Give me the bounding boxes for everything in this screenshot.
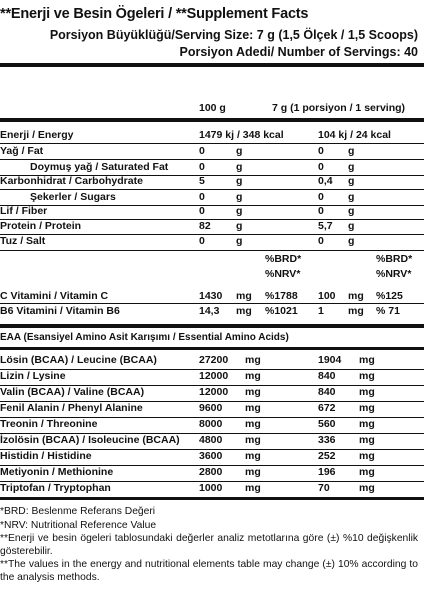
brd-header-2: %BRD* xyxy=(376,253,413,265)
nutrient-label: Tuz / Salt xyxy=(0,235,46,247)
table-row xyxy=(0,305,424,319)
unit-per-serving: g xyxy=(348,175,355,187)
amino-label: Triptofan / Tryptophan xyxy=(0,482,111,494)
unit-per-100g: mg xyxy=(245,402,261,414)
value-per-serving: 0 xyxy=(318,191,324,203)
value-per-100g: 27200 xyxy=(199,354,229,366)
value-per-100g: 0 xyxy=(199,161,205,173)
table-row xyxy=(0,191,424,205)
unit-per-serving: mg xyxy=(359,370,375,382)
value-per-serving: 70 xyxy=(318,482,330,494)
divider-top xyxy=(0,63,424,67)
nrv-per-serving: %125 xyxy=(376,290,403,302)
unit-per-serving: g xyxy=(348,161,355,173)
unit-per-serving: mg xyxy=(359,354,375,366)
reference-header-row-2 xyxy=(0,268,424,282)
value-per-100g: 8000 xyxy=(199,418,223,430)
amino-label: İzolösin (BCAA) / Isoleucine (BCAA) xyxy=(0,434,180,446)
unit-per-100g: g xyxy=(236,161,243,173)
unit-per-100g: g xyxy=(236,235,243,247)
value-per-100g: 12000 xyxy=(199,386,229,398)
unit-per-100g: g xyxy=(236,191,243,203)
row-divider xyxy=(0,143,424,144)
unit-per-serving: mg xyxy=(348,290,364,302)
value-per-100g: 14,3 xyxy=(199,305,220,317)
unit-per-serving: g xyxy=(348,235,355,247)
unit-per-100g: mg xyxy=(245,354,261,366)
nrv-header-1: %NRV* xyxy=(265,268,301,280)
unit-per-100g: g xyxy=(236,145,243,157)
eaa-title-row xyxy=(0,332,424,346)
value-per-100g: 12000 xyxy=(199,370,229,382)
table-row xyxy=(0,145,424,159)
row-divider xyxy=(0,159,424,160)
footnote: *BRD: Beslenme Referans Değeri xyxy=(0,506,156,517)
value-per-serving: 5,7 xyxy=(318,220,333,232)
value-per-serving: 0 xyxy=(318,235,324,247)
value-per-100g: 3600 xyxy=(199,450,223,462)
reference-header-row-1 xyxy=(0,253,424,267)
value-per-serving: 672 xyxy=(318,402,336,414)
table-row xyxy=(0,402,424,416)
unit-per-100g: mg xyxy=(245,370,261,382)
nrv-per-100g: %1788 xyxy=(265,290,298,302)
value-per-serving: 0 xyxy=(318,161,324,173)
value-per-serving: 336 xyxy=(318,434,336,446)
unit-per-100g: mg xyxy=(245,386,261,398)
amino-label: Treonin / Threonine xyxy=(0,418,98,430)
amino-label: Lösin (BCAA) / Leucine (BCAA) xyxy=(0,354,157,366)
unit-per-serving: mg xyxy=(359,466,375,478)
footnote: *NRV: Nutritional Reference Value xyxy=(0,520,157,531)
value-per-serving: 0 xyxy=(318,145,324,157)
nutrient-label: Karbonhidrat / Carbohydrate xyxy=(0,175,143,187)
divider-eaa xyxy=(0,324,424,328)
footnote: **Enerji ve besin ögeleri tablosundaki değerler analiz metotlarına göre (±) %10 değişkenlik gösterebilir. xyxy=(0,533,418,557)
unit-per-100g: mg xyxy=(236,305,252,317)
value-per-100g: 0 xyxy=(199,145,205,157)
servings-count: Porsiyon Adedi/ Number of Servings: 40 xyxy=(179,45,418,59)
row-divider xyxy=(0,303,424,304)
column-header-serving: 7 g (1 porsiyon / 1 serving) xyxy=(272,102,406,114)
amino-label: Valin (BCAA) / Valine (BCAA) xyxy=(0,386,145,398)
table-row xyxy=(0,466,424,480)
value-per-100g: 9600 xyxy=(199,402,223,414)
value-per-serving: 840 xyxy=(318,370,336,382)
divider-bottom xyxy=(0,497,424,500)
unit-per-100g: g xyxy=(236,175,243,187)
value-per-serving: 252 xyxy=(318,450,336,462)
unit-per-100g: mg xyxy=(245,418,261,430)
value-per-100g: 2800 xyxy=(199,466,223,478)
row-divider xyxy=(0,189,424,190)
unit-per-serving: mg xyxy=(359,418,375,430)
value-per-100g: 0 xyxy=(199,191,205,203)
nrv-per-100g: %1021 xyxy=(265,305,298,317)
serving-size: Porsiyon Büyüklüğü/Serving Size: 7 g (1,5 Ölçek / 1,5 Scoops) xyxy=(49,28,418,42)
nutrient-label: Lif / Fiber xyxy=(0,205,48,217)
value-per-serving: 560 xyxy=(318,418,336,430)
unit-per-serving: g xyxy=(348,191,355,203)
unit-per-100g: mg xyxy=(236,290,252,302)
unit-per-100g: mg xyxy=(245,482,261,494)
unit-per-100g: g xyxy=(236,205,243,217)
table-row xyxy=(0,386,424,400)
table-row xyxy=(0,290,424,304)
brd-header-1: %BRD* xyxy=(265,253,302,265)
value-per-serving: 100 xyxy=(318,290,336,302)
column-header-100g: 100 g xyxy=(199,102,226,114)
table-row xyxy=(0,450,424,464)
table-row xyxy=(0,482,424,496)
unit-per-serving: g xyxy=(348,145,355,157)
nutrient-label: Enerji / Energy xyxy=(0,129,74,141)
unit-per-serving: mg xyxy=(359,450,375,462)
table-row xyxy=(0,370,424,384)
vitamin-label: B6 Vitamini / Vitamin B6 xyxy=(0,305,120,317)
amino-label: Fenil Alanin / Phenyl Alanine xyxy=(0,402,143,414)
unit-per-serving: mg xyxy=(359,482,375,494)
unit-per-serving: mg xyxy=(359,402,375,414)
table-row xyxy=(0,434,424,448)
table-row xyxy=(0,129,424,143)
value-per-serving: 840 xyxy=(318,386,336,398)
value-per-100g: 0 xyxy=(199,205,205,217)
amino-label: Lizin / Lysine xyxy=(0,370,66,382)
column-header-row xyxy=(0,102,424,116)
unit-per-serving: mg xyxy=(348,305,364,317)
unit-per-serving: g xyxy=(348,220,355,232)
value-per-serving: 1904 xyxy=(318,354,342,366)
table-row xyxy=(0,235,424,249)
nrv-per-serving: % 71 xyxy=(376,305,400,317)
divider-header xyxy=(0,118,424,122)
nutrient-label: Şekerler / Sugars xyxy=(30,191,116,203)
table-row xyxy=(0,418,424,432)
page-title: **Enerji ve Besin Ögeleri / **Supplement Facts xyxy=(0,6,309,22)
eaa-title: EAA (Esansiyel Amino Asit Karışımı / Essential Amino Acids) xyxy=(0,332,289,343)
nutrient-label: Yağ / Fat xyxy=(0,145,44,157)
value-per-serving: 0,4 xyxy=(318,175,333,187)
value-per-serving: 1 xyxy=(318,305,324,317)
vitamin-label: C Vitamini / Vitamin C xyxy=(0,290,109,302)
unit-per-100g: mg xyxy=(245,450,261,462)
value-per-serving: 104 kj / 24 kcal xyxy=(318,129,391,141)
unit-per-100g: mg xyxy=(245,466,261,478)
nutrient-label: Protein / Protein xyxy=(0,220,82,232)
table-row xyxy=(0,220,424,234)
table-row xyxy=(0,175,424,189)
unit-per-100g: g xyxy=(236,220,243,232)
value-per-100g: 4800 xyxy=(199,434,223,446)
value-per-serving: 0 xyxy=(318,205,324,217)
value-per-100g: 1000 xyxy=(199,482,223,494)
unit-per-100g: mg xyxy=(245,434,261,446)
value-per-100g: 82 xyxy=(199,220,211,232)
value-per-100g: 0 xyxy=(199,235,205,247)
unit-per-serving: mg xyxy=(359,386,375,398)
footnote: **The values in the energy and nutritional elements table may change (±) 10% according to the analysis methods. xyxy=(0,559,418,583)
amino-label: Metiyonin / Methionine xyxy=(0,466,114,478)
unit-per-serving: mg xyxy=(359,434,375,446)
amino-label: Histidin / Histidine xyxy=(0,450,92,462)
value-per-100g: 5 xyxy=(199,175,205,187)
divider-eaa-sub xyxy=(0,347,424,350)
value-per-100g: 1479 kj / 348 kcal xyxy=(199,129,284,141)
table-row xyxy=(0,161,424,175)
table-row xyxy=(0,205,424,219)
table-row xyxy=(0,354,424,368)
unit-per-serving: g xyxy=(348,205,355,217)
value-per-serving: 196 xyxy=(318,466,336,478)
nrv-header-2: %NRV* xyxy=(376,268,412,280)
row-divider xyxy=(0,250,424,251)
nutrient-label: Doymuş yağ / Saturated Fat xyxy=(30,161,169,173)
value-per-100g: 1430 xyxy=(199,290,223,302)
